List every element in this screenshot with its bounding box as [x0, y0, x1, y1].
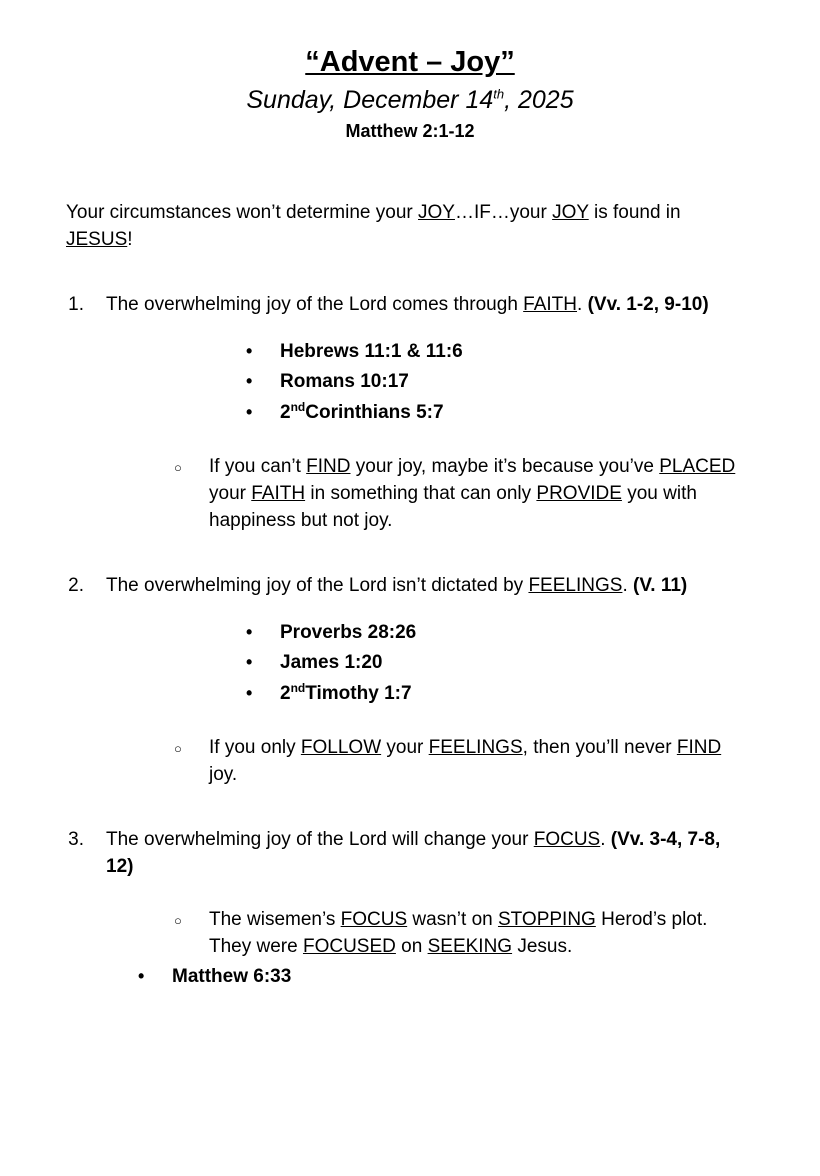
p3n-s1: The wisemen’s [209, 908, 341, 930]
main-point-1 [66, 292, 754, 535]
main-points-list [66, 292, 754, 992]
point-1-verse-2: Romans 10:17 [280, 371, 409, 393]
point-1-verse-list [66, 337, 754, 428]
p1n-u4: PROVIDE [536, 482, 622, 504]
list-item [66, 618, 754, 648]
point-2-keyword: FEELINGS [528, 574, 623, 596]
p2n-s2: your [381, 736, 429, 758]
intro-keyword-joy-1: JOY [418, 201, 455, 223]
point-3-inner-verse-row [66, 963, 754, 992]
point-1-verse-3-post: Corinthians 5:7 [305, 401, 444, 423]
intro-part-1: Your circumstances won’t determine your [66, 201, 419, 223]
p2n-s3: , then you’ll never [522, 736, 677, 758]
p2n-s4: joy. [209, 763, 238, 785]
point-2-verse-list [66, 618, 754, 709]
bullet-icon [246, 648, 280, 678]
sermon-date-ordinal: th [493, 86, 505, 102]
p1n-s2: your joy, maybe it’s because you’ve [350, 455, 660, 477]
p3n-u4: SEEKING [427, 935, 513, 957]
list-item [66, 648, 754, 678]
list-item [66, 398, 754, 428]
point-3-subnote [66, 907, 754, 961]
intro-part-4: ! [127, 228, 133, 250]
bullet-icon [246, 679, 280, 709]
p1n-s3: your [209, 482, 252, 504]
p1n-s5: you with happiness but not joy. [209, 482, 697, 531]
p3n-s4: on [395, 935, 428, 957]
point-2-subnote [66, 735, 754, 789]
p2n-u1: FOLLOW [300, 736, 382, 758]
point-1-reference: (Vv. 1-2, 9-10) [587, 293, 709, 315]
point-2-verse-1: Proverbs 28:26 [280, 621, 417, 643]
point-1-text-before: The overwhelming joy of the Lord comes through [106, 293, 524, 315]
p3n-u1: FOCUS [340, 908, 408, 930]
point-2-text-before: The overwhelming joy of the Lord isn’t dictated by [106, 574, 529, 596]
bullet-icon [246, 618, 280, 648]
point-3-row [66, 827, 754, 881]
intro-part-3: is found in [588, 201, 681, 223]
point-3-text-before: The overwhelming joy of the Lord will change your [106, 828, 534, 850]
intro-keyword-jesus: JESUS [66, 228, 128, 250]
point-1-subnote [66, 454, 754, 535]
point-2-text-after: . [622, 574, 633, 596]
point-2-reference: (V. 11) [633, 574, 688, 596]
p1n-s1: If you can’t [209, 455, 307, 477]
point-1-subnote-text [209, 454, 749, 535]
point-2-row [66, 573, 754, 600]
list-item [66, 337, 754, 367]
point-1-verse-3-pre: 2 [280, 401, 291, 423]
circle-bullet-icon [174, 907, 209, 961]
p2n-s1: If you only [209, 736, 301, 758]
circle-bullet-icon [174, 735, 209, 789]
point-1-number: 1. [68, 293, 84, 315]
point-2-verse-3-post: Timothy 1:7 [305, 682, 412, 704]
p3n-s5: Jesus. [512, 935, 573, 957]
point-3-text-after: . [600, 828, 611, 850]
point-3-inner-verse: Matthew 6:33 [172, 965, 292, 987]
point-1-text-after: . [577, 293, 588, 315]
p3n-s2: wasn’t on [407, 908, 498, 930]
p1n-u3: FAITH [251, 482, 306, 504]
point-3-subnote-text [209, 907, 749, 961]
main-point-3 [66, 827, 754, 991]
bullet-icon [138, 963, 172, 992]
circle-bullet-icon [174, 454, 209, 535]
p3n-u3: FOCUSED [302, 935, 396, 957]
point-2-verse-2: James 1:20 [280, 652, 383, 674]
point-2-verse-3-sup: nd [290, 680, 306, 695]
p1n-u1: FIND [306, 455, 351, 477]
point-1-text [106, 292, 721, 319]
point-3-text [106, 827, 721, 881]
point-2-verse-3-pre: 2 [280, 682, 291, 704]
list-item [66, 679, 754, 709]
p2n-u3: FIND [676, 736, 722, 758]
p1n-s4: in something that can only [305, 482, 537, 504]
point-2-subnote-text [209, 735, 749, 789]
intro-paragraph [66, 200, 726, 254]
bullet-icon [246, 367, 280, 397]
bullet-icon [246, 398, 280, 428]
main-point-2 [66, 573, 754, 789]
page-title [66, 44, 754, 80]
intro-part-2: …IF…your [454, 201, 553, 223]
list-item [66, 367, 754, 397]
p3n-s3: Herod’s plot. They were [209, 908, 708, 957]
p3n-u2: STOPPING [497, 908, 596, 930]
point-2-text [106, 573, 721, 600]
intro-keyword-joy-2: JOY [552, 201, 589, 223]
point-1-verse-3-sup: nd [290, 399, 306, 414]
point-1-verse-1: Hebrews 11:1 & 11:6 [280, 340, 463, 362]
sermon-date-prefix: Sunday, December 14 [246, 86, 494, 115]
sermon-date-year: , 2025 [504, 86, 574, 115]
p1n-u2: PLACED [659, 455, 736, 477]
bullet-icon [246, 337, 280, 367]
point-1-keyword: FAITH [523, 293, 578, 315]
scripture-reference: Matthew 2:1-12 [345, 121, 475, 142]
p2n-u2: FEELINGS [428, 736, 523, 758]
page-title-text: “Advent – Joy” [305, 46, 515, 78]
point-3-number: 3. [68, 828, 84, 850]
point-3-keyword: FOCUS [533, 828, 601, 850]
point-1-row [66, 292, 754, 319]
point-2-number: 2. [68, 574, 84, 596]
sermon-date [66, 85, 754, 115]
point-3-reference: (Vv. 3-4, 7-8, 12) [106, 828, 721, 877]
